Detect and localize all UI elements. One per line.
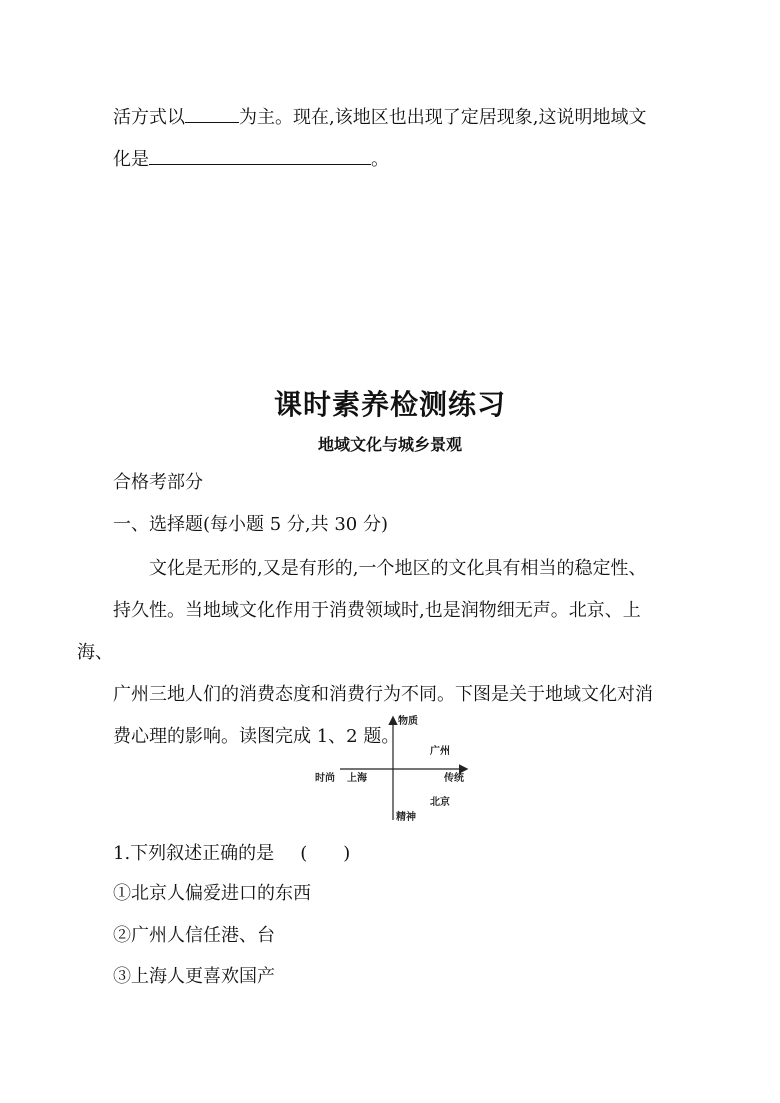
axis-label-right: 传统 bbox=[444, 773, 464, 784]
page-title: 课时素养检测练习 bbox=[273, 388, 506, 421]
point-guangzhou: 广州 bbox=[430, 746, 450, 757]
passage-line: 费心理的影响。读图完成 1、2 题。 bbox=[113, 726, 400, 747]
option-2[interactable]: ②广州人信任港、台 bbox=[113, 925, 275, 946]
line1-text-a: 活方式以 bbox=[113, 107, 185, 128]
answer-bracket[interactable]: ( ) bbox=[300, 843, 351, 864]
axis-label-top: 物质 bbox=[398, 716, 418, 727]
question-1-text: 1.下列叙述正确的是 bbox=[113, 843, 275, 864]
passage-line: 文化是无形的,又是有形的,一个地区的文化具有相当的稳定性、 bbox=[149, 558, 647, 579]
passage-line: 广州三地人们的消费态度和消费行为不同。下图是关于地域文化对消 bbox=[113, 684, 653, 705]
line2-text-b: 。 bbox=[371, 149, 389, 170]
point-shanghai: 上海 bbox=[347, 773, 367, 784]
section-question-type: 一、选择题(每小题 5 分,共 30 分) bbox=[113, 514, 389, 535]
option-3[interactable]: ③上海人更喜欢国产 bbox=[113, 966, 275, 987]
passage-line: 持久性。当地域文化作用于消费领域时,也是润物细无声。北京、上海、 bbox=[77, 600, 641, 663]
line2-text-a: 化是 bbox=[113, 149, 149, 170]
line1-text-b: 为主。现在,该地区也出现了定居现象,这说明地域文 bbox=[239, 107, 647, 128]
option-1[interactable]: ①北京人偏爱进口的东西 bbox=[113, 883, 311, 904]
section-part: 合格考部分 bbox=[113, 472, 203, 493]
axis-label-left: 时尚 bbox=[315, 773, 335, 784]
axis-label-bottom: 精神 bbox=[396, 812, 416, 823]
page-subtitle: 地域文化与城乡景观 bbox=[317, 435, 462, 454]
question-1-stem bbox=[113, 842, 350, 866]
point-beijing: 北京 bbox=[430, 797, 450, 808]
